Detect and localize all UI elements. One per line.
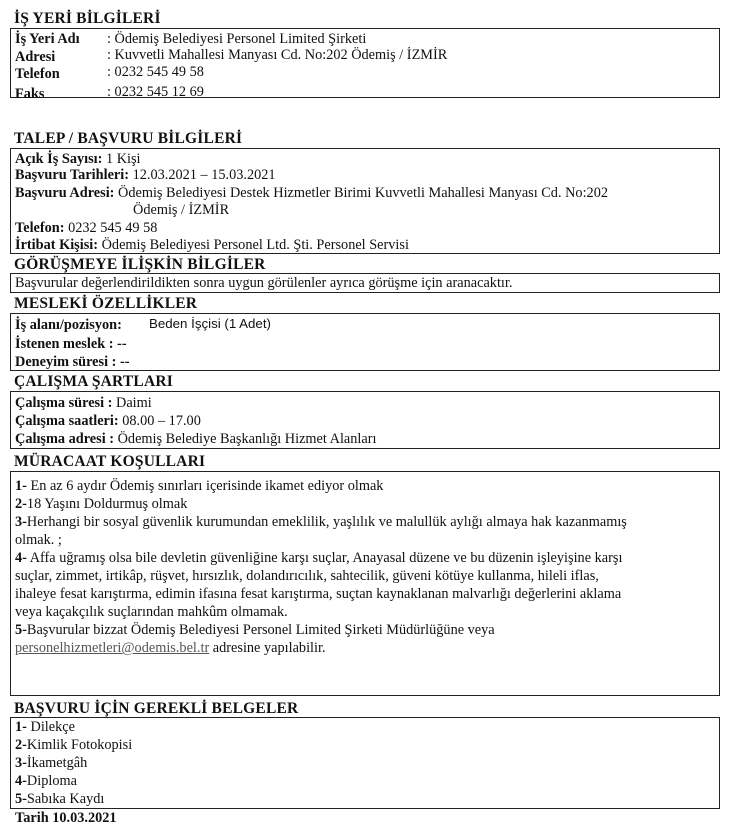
kosul-5: 5-Başvurular bizzat Ödemiş Belediyesi Personel Limited Şirketi Müdürlüğüne veya (15, 622, 495, 638)
calisma-adresi: Çalışma adresi : Ödemiş Belediye Başkanlığı Hizmet Alanları (15, 431, 377, 447)
kosul-3-line2: olmak. ; (15, 532, 62, 548)
talep-telefon: Telefon: 0232 545 49 58 (15, 220, 158, 236)
calisma-suresi: Çalışma süresi : Daimi (15, 395, 152, 411)
faks-value: : 0232 545 12 69 (107, 84, 204, 100)
basvuru-tarihleri: Başvuru Tarihleri: 12.03.2021 – 15.03.2021 (15, 167, 276, 183)
deneyim-suresi: Deneyim süresi : -- (15, 354, 130, 370)
is-alani-value: Beden İşçisi (1 Adet) (149, 316, 271, 331)
kosul-2: 2-18 Yaşını Doldurmuş olmak (15, 496, 188, 512)
kosul-4: 4- Affa uğramış olsa bile devletin güvenliğine karşı suçlar, Anayasal düzene ve bu düzenin işleyişine karşı (15, 550, 623, 566)
muracaat-box (10, 471, 720, 696)
section-title-calisma: ÇALIŞMA ŞARTLARI (14, 373, 173, 390)
kosul-5-line2: personelhizmetleri@odemis.bel.tr adresine yapılabilir. (15, 640, 326, 656)
telefon-label: Telefon (15, 66, 60, 82)
kosul-4-line3: ihaleye fesat karıştırma, edimin ifasına fesat karıştırma, suçtan kaynaklanan malvarlığı değerlerini aklama (15, 586, 622, 602)
calisma-saatleri: Çalışma saatleri: 08.00 – 17.00 (15, 413, 201, 429)
belge-1: 1- Dilekçe (15, 719, 75, 735)
section-title-muracaat: MÜRACAAT KOŞULLARI (14, 453, 206, 470)
mesleki-box (10, 313, 720, 371)
email-link[interactable]: personelhizmetleri@odemis.bel.tr (15, 640, 210, 656)
kosul-4-line2: suçlar, zimmet, irtikâp, rüşvet, hırsızlık, dolandırıcılık, sahtecilik, güveni kötüye kullanma, hileli iflas, (15, 568, 599, 584)
gorusme-text: Başvurular değerlendirildikten sonra uygun görülenler ayrıca görüşme için aranacaktır. (15, 275, 513, 291)
talep-box (10, 148, 720, 254)
isyeri-label: İş Yeri Adı (15, 31, 80, 47)
tarih: Tarih 10.03.2021 (15, 810, 117, 826)
kosul-1: 1- En az 6 aydır Ödemiş sınırları içerisinde ikamet ediyor olmak (15, 478, 384, 494)
telefon-value: : 0232 545 49 58 (107, 64, 204, 80)
belge-5: 5-Sabıka Kaydı (15, 791, 105, 807)
section-title-talep: TALEP / BAŞVURU BİLGİLERİ (14, 130, 243, 147)
kosul-4-line4: veya kaçakçılık suçlarından mahkûm olmamak. (15, 604, 288, 620)
belge-2: 2-Kimlik Fotokopisi (15, 737, 133, 753)
adres-label: Adresi (15, 49, 56, 65)
faks-label: Faks (15, 86, 45, 102)
isyeri-box (10, 28, 720, 102)
acik-is-sayisi: Açık İş Sayısı: 1 Kişi (15, 151, 141, 167)
kosul-3: 3-Herhangi bir sosyal güvenlik kurumundan emeklilik, yaşlılık ve malullük aylığı almaya hak kazanmamış (15, 514, 627, 530)
belge-3: 3-İkametgâh (15, 755, 88, 771)
istenen-meslek: İstenen meslek : -- (15, 336, 127, 352)
calisma-box (10, 391, 720, 449)
basvuru-adresi: Başvuru Adresi: Ödemiş Belediyesi Destek Hizmetler Birimi Kuvvetli Mahallesi Manyası Cd. No:202 (15, 185, 608, 201)
adres-value: : Kuvvetli Mahallesi Manyası Cd. No:202 Ödemiş / İZMİR (107, 47, 448, 63)
section-title-isyeri: İŞ YERİ BİLGİLERİ (14, 10, 161, 27)
section-title-gorusme: GÖRÜŞMEYE İLİŞKİN BİLGİLER (14, 256, 266, 273)
isyeri-value: : Ödemiş Belediyesi Personel Limited Şirketi (107, 31, 367, 47)
belge-4: 4-Diploma (15, 773, 77, 789)
belgeler-box (10, 717, 720, 809)
basvuru-adresi-line2: Ödemiş / İZMİR (133, 202, 230, 218)
section-title-belgeler: BAŞVURU İÇİN GEREKLİ BELGELER (14, 700, 299, 717)
section-title-mesleki: MESLEKİ ÖZELLİKLER (14, 295, 198, 312)
gorusme-box (10, 273, 720, 293)
irtibat-kisisi: İrtibat Kişisi: Ödemiş Belediyesi Personel Ltd. Şti. Personel Servisi (15, 237, 409, 253)
is-alani-label: İş alanı/pozisyon: (15, 317, 122, 333)
